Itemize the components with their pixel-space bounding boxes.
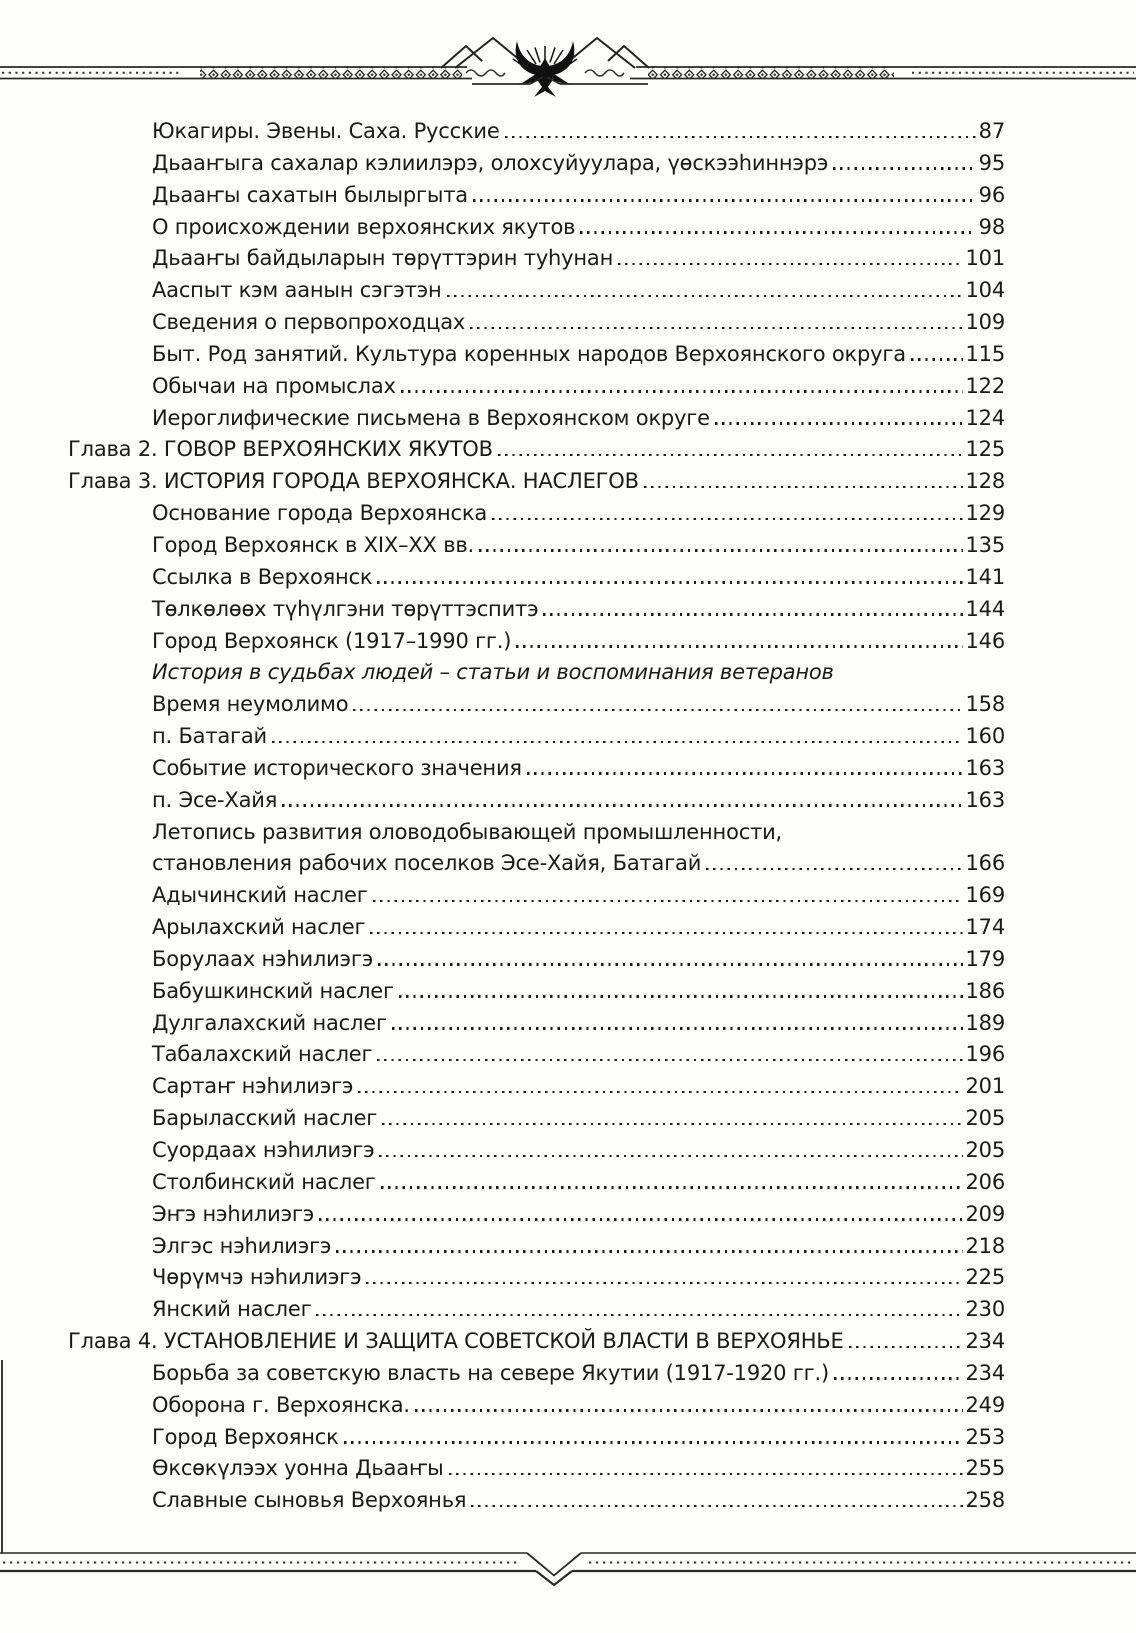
toc-row: [68, 912, 1005, 944]
toc-row: [68, 1358, 1005, 1390]
toc-entry-title: Основание города Верхоянска: [152, 501, 487, 526]
dot-leader: [543, 613, 962, 616]
toc-row: [68, 1422, 1005, 1454]
dot-leader: [449, 1473, 963, 1476]
toc-entry-title: Дьааҥы сахатын былыргыта: [152, 182, 468, 207]
toc-entry-title: становления рабочих поселков Эсе-Хайя, Батагай: [152, 851, 702, 876]
dot-leader: [834, 1377, 963, 1380]
table-of-contents: [68, 116, 1005, 1517]
dot-leader: [706, 868, 962, 871]
toc-row: [68, 817, 1005, 849]
dot-leader: [527, 772, 963, 775]
toc-page-number: 255: [965, 1456, 1005, 1481]
toc-entry-title: Борулаах нэһилиэгэ: [152, 946, 374, 971]
toc-row: [68, 1071, 1005, 1103]
toc-entry-title: Город Верхоянск в XIX–XX вв.: [152, 532, 475, 557]
toc-row: [68, 1008, 1005, 1040]
toc-entry-title: Ссылка в Верхоянск: [152, 564, 373, 589]
toc-page-number: 230: [965, 1297, 1005, 1322]
toc-page-number: 96: [978, 182, 1005, 207]
dot-leader: [447, 295, 963, 298]
dot-leader: [849, 1346, 963, 1349]
dot-leader: [618, 263, 962, 266]
bottom-ornament: [0, 1540, 1136, 1600]
toc-row: [68, 753, 1005, 785]
toc-page-number: 205: [965, 1106, 1005, 1131]
toc-entry-title: Событие исторического значения: [152, 755, 522, 780]
toc-row: [68, 1326, 1005, 1358]
toc-page-number: 98: [978, 214, 1005, 239]
dot-leader: [492, 518, 963, 521]
toc-page-number: 122: [965, 373, 1005, 398]
toc-row: [68, 116, 1005, 148]
dot-leader: [316, 1314, 962, 1317]
toc-entry-title: Глава 3. ИСТОРИЯ ГОРОДА ВЕРХОЯНСКА. НАСЛЕГОВ: [68, 469, 639, 494]
dot-leader: [473, 199, 976, 202]
toc-entry-title: Өксөкүлээх уонна Дьааҥы: [152, 1456, 444, 1481]
toc-entry-title: Элгэс нэһилиэгэ: [152, 1233, 332, 1258]
toc-page-number: 125: [965, 437, 1005, 462]
toc-row: [68, 785, 1005, 817]
toc-page-number: 206: [965, 1169, 1005, 1194]
toc-entry-title: Бабушкинский наслег: [152, 978, 394, 1003]
toc-page-number: 146: [965, 628, 1005, 653]
toc-entry-title: Оборона г. Верхоянска.: [152, 1392, 410, 1417]
dot-leader: [282, 804, 962, 807]
toc-page-number: 104: [965, 278, 1005, 303]
toc-page-number: 87: [978, 119, 1005, 143]
toc-row: [68, 434, 1005, 466]
toc-page-number: 249: [965, 1392, 1005, 1417]
toc-row: [68, 371, 1005, 403]
toc-entry-title: Янский наслег: [152, 1297, 312, 1322]
toc-entry-title: Суордаах нэһилиэгэ: [152, 1138, 375, 1162]
dot-leader: [377, 1059, 962, 1062]
toc-page-number: 205: [965, 1138, 1005, 1162]
dot-leader: [377, 581, 962, 584]
toc-row: [68, 180, 1005, 212]
dot-leader: [382, 1123, 962, 1126]
toc-page-number: 135: [965, 532, 1005, 557]
toc-row: [68, 944, 1005, 976]
toc-row: [68, 403, 1005, 435]
toc-page-number: 95: [978, 150, 1005, 175]
toc-page-number: 234: [965, 1329, 1005, 1354]
dot-leader: [272, 741, 963, 744]
toc-page-number: 124: [965, 405, 1005, 430]
toc-entry-title: Эҥэ нэһилиэгэ: [152, 1201, 315, 1226]
toc-row: [68, 1390, 1005, 1422]
toc-page-number: 234: [965, 1360, 1005, 1385]
toc-page-number: 169: [965, 883, 1005, 908]
toc-page-number: 218: [965, 1233, 1005, 1258]
dot-leader: [715, 422, 963, 425]
toc-page-number: 186: [965, 978, 1005, 1003]
toc-row: [68, 243, 1005, 275]
toc-entry-title: Ааспыт кэм аанын сэгэтэн: [152, 278, 442, 303]
toc-page-number: 258: [965, 1488, 1005, 1513]
toc-row: [68, 1231, 1005, 1263]
toc-page-number: 189: [965, 1010, 1005, 1035]
toc-row: [68, 976, 1005, 1008]
toc-entry-title: Борьба за советскую власть на севере Якутии (1917-1920 гг.): [152, 1360, 829, 1385]
toc-row: [68, 148, 1005, 180]
dot-leader: [379, 1155, 962, 1158]
toc-row: [68, 1199, 1005, 1231]
toc-row: [68, 212, 1005, 244]
dot-leader: [353, 709, 962, 712]
dot-leader: [366, 1282, 962, 1285]
center-chevron-notch-icon: [527, 1553, 581, 1585]
double-rule-icon: [0, 1553, 1136, 1571]
dot-leader: [516, 645, 962, 648]
toc-entry-title: Табалахский наслег: [152, 1042, 373, 1067]
toc-entry-title: Обычаи на промыслах: [152, 373, 396, 398]
toc-row: [68, 1039, 1005, 1071]
toc-entry-title: Дьааҥы байдыларын төрүттэрин туһунан: [152, 246, 614, 271]
dot-leader: [381, 1186, 963, 1189]
dot-leader: [498, 454, 963, 457]
dot-leader: [336, 1250, 962, 1253]
dot-leader: [911, 358, 963, 361]
dot-leader: [470, 327, 962, 330]
toc-row: [68, 626, 1005, 658]
toc-row: [68, 307, 1005, 339]
toc-entry-title: Чөрүмчэ нэһилиэгэ: [152, 1265, 362, 1290]
toc-entry-title: Дулгалахский наслег: [152, 1010, 387, 1035]
toc-page-number: 209: [965, 1201, 1005, 1226]
toc-row: [68, 562, 1005, 594]
dot-leader: [319, 1218, 962, 1221]
toc-entry-title: История в судьбах людей – статьи и воспоминания ветеранов: [152, 660, 834, 685]
toc-page-number: 129: [965, 501, 1005, 526]
toc-page-number: 144: [965, 596, 1005, 621]
toc-row: [68, 1453, 1005, 1485]
toc-row: [68, 1262, 1005, 1294]
toc-row: [68, 1167, 1005, 1199]
dot-leader: [644, 486, 963, 489]
toc-entry-title: Барыласский наслег: [152, 1106, 378, 1131]
dot-leader: [358, 1091, 962, 1094]
toc-page-number: 128: [965, 469, 1005, 494]
toc-row: [68, 1294, 1005, 1326]
toc-row: [68, 880, 1005, 912]
toc-entry-title: Глава 2. ГОВОР ВЕРХОЯНСКИХ ЯКУТОВ: [68, 437, 493, 462]
toc-row: [68, 848, 1005, 880]
toc-page-number: 101: [965, 246, 1005, 271]
page-left-edge-line: [1, 1360, 3, 1554]
toc-row: [68, 689, 1005, 721]
toc-entry-title: Арылахский наслег: [152, 915, 366, 940]
toc-row: [68, 339, 1005, 371]
dot-leader: [399, 995, 963, 998]
toc-entry-title: Иероглифические письмена в Верхоянском округе: [152, 405, 710, 430]
toc-page-number: 163: [965, 755, 1005, 780]
toc-entry-title: Столбинский наслег: [152, 1169, 376, 1194]
toc-entry-title: Юкагиры. Эвены. Саха. Русские: [152, 119, 500, 143]
toc-row: [68, 275, 1005, 307]
dot-leader: [392, 1027, 963, 1030]
toc-page-number: 160: [965, 724, 1005, 749]
toc-entry-title: Время неумолимо: [152, 692, 349, 717]
toc-entry-title: Төлкөлөөх түһүлгэни төрүттэспитэ: [152, 596, 539, 621]
dot-leader: [344, 1441, 963, 1444]
dot-leader: [401, 390, 963, 393]
toc-row: [68, 1103, 1005, 1135]
toc-page-number: 166: [965, 851, 1005, 876]
toc-row: [68, 657, 1005, 689]
toc-row: [68, 1135, 1005, 1167]
dot-leader: [415, 1409, 963, 1412]
toc-row: [68, 1485, 1005, 1517]
toc-entry-title: п. Эсе-Хайя: [152, 787, 278, 812]
toc-page-number: 179: [965, 946, 1005, 971]
toc-entry-title: Летопись развития оловодобывающей промышленности,: [152, 819, 783, 844]
toc-entry-title: Сартаҥ нэһилиэгэ: [152, 1074, 354, 1099]
toc-entry-title: Быт. Род занятий. Культура коренных народов Верхоянского округа: [152, 341, 906, 366]
toc-entry-title: Город Верхоянск (1917–1990 гг.): [152, 628, 512, 653]
toc-page-number: 196: [965, 1042, 1005, 1067]
dot-leader: [580, 231, 975, 234]
toc-entry-title: Дьааҥыга сахалар кэлиилэрэ, олохсуйуулара, үөскээһиннэрэ: [152, 150, 829, 175]
toc-row: [68, 594, 1005, 626]
dot-leader: [373, 900, 963, 903]
toc-page-number: 253: [965, 1424, 1005, 1449]
toc-entry-title: Сведения о первопроходцах: [152, 310, 466, 335]
toc-page-number: 174: [965, 915, 1005, 940]
dot-leader: [378, 963, 962, 966]
toc-page-number: 225: [965, 1265, 1005, 1290]
toc-entry-title: Глава 4. УСТАНОВЛЕНИЕ И ЗАЩИТА СОВЕТСКОЙ ВЛАСТИ В ВЕРХОЯНЬЕ: [68, 1329, 844, 1354]
toc-row: [68, 530, 1005, 562]
toc-row: [68, 466, 1005, 498]
toc-entry-title: Славные сыновья Верхоянья: [152, 1488, 467, 1513]
toc-row: [68, 721, 1005, 753]
toc-page-number: 201: [965, 1074, 1005, 1099]
toc-page-number: 115: [965, 341, 1005, 366]
toc-entry-title: Город Верхоянск: [152, 1424, 339, 1449]
toc-entry-title: Адычинский наслег: [152, 883, 368, 908]
toc-entry-title: п. Батагай: [152, 724, 268, 749]
top-ornament: [0, 0, 1136, 100]
toc-page-number: 163: [965, 787, 1005, 812]
toc-page-number: 158: [965, 692, 1005, 717]
dot-leader: [833, 167, 975, 170]
toc-entry-title: О происхождении верхоянских якутов: [152, 214, 576, 239]
toc-page-number: 109: [965, 310, 1005, 335]
dot-leader: [370, 932, 962, 935]
toc-page-number: 141: [965, 564, 1005, 589]
dot-leader: [505, 136, 976, 139]
dot-leader: [479, 549, 962, 552]
dot-leader: [471, 1505, 962, 1508]
toc-row: [68, 498, 1005, 530]
